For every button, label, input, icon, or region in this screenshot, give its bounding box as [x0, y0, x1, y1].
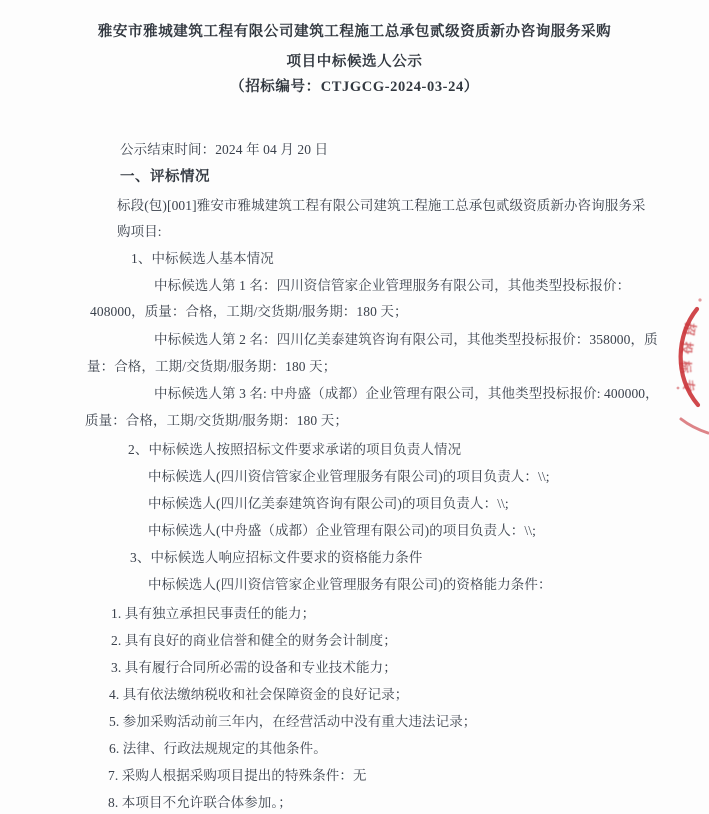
- seal-character: 投: [678, 341, 694, 355]
- title-line-2: 项目中标候选人公示: [286, 54, 423, 70]
- title-line-1: 雅安市雅城建筑工程有限公司建筑工程施工总承包贰级资质新办咨询服务采购: [97, 24, 612, 40]
- project-leader-2: 中标候选人(四川亿美泰建筑咨询有限公司)的项目负责人：\\;: [148, 496, 509, 511]
- qualification-item-2: 2. 具有良好的商业信誉和健全的财务会计制度；: [111, 633, 397, 648]
- section-1-heading: 一、评标情况: [120, 169, 210, 185]
- candidate-3-line-2: 质量：合格，工期/交货期/服务期：180 天；: [85, 413, 348, 428]
- candidate-3-line-1: 中标候选人第 3 名: 中舟盛（成都）企业管理有限公司，其他类型投标报价: 400000，: [154, 386, 659, 401]
- seal-character: 招: [681, 321, 698, 337]
- qualification-item-8: 8. 本项目不允许联合体参加。；: [108, 795, 292, 810]
- qualification-item-6: 6. 法律、行政法规规定的其他条件。: [109, 741, 327, 756]
- qualification-intro: 中标候选人(四川资信管家企业管理服务有限公司)的资格能力条件：: [148, 577, 552, 592]
- qualification-item-3: 3. 具有履行合同所必需的设备和专业技术能力；: [111, 660, 397, 675]
- seal-character: 标: [678, 360, 693, 374]
- publicity-end-time: 公示结束时间：2024 年 04 月 20 日: [120, 142, 329, 157]
- title-line-3-tender-number: （招标编号：CTJGCG-2024-03-24）: [230, 79, 479, 95]
- subsection-2-heading: 2、中标候选人按照招标文件要求承诺的项目负责人情况: [128, 442, 462, 457]
- qualification-item-7: 7. 采购人根据采购项目提出的特殊条件：无: [108, 768, 367, 783]
- candidate-2-line-1: 中标候选人第 2 名：四川亿美泰建筑咨询有限公司，其他类型投标报价：358000，质: [154, 332, 658, 347]
- candidate-2-line-2: 量：合格，工期/交货期/服务期：180 天；: [87, 359, 337, 374]
- subsection-3-heading: 3、中标候选人响应招标文件要求的资格能力条件: [130, 550, 423, 565]
- subsection-1-heading: 1、中标候选人基本情况: [131, 251, 274, 266]
- lot-description-line-2: 购项目:: [117, 224, 162, 239]
- candidate-1-line-1: 中标候选人第 1 名：四川资信管家企业管理服务有限公司，其他类型投标报价：: [154, 278, 631, 293]
- seal-character: 专: [680, 379, 696, 394]
- qualification-item-5: 5. 参加采购活动前三年内，在经营活动中没有重大违法记录；: [109, 714, 477, 729]
- project-leader-1: 中标候选人(四川资信管家企业管理服务有限公司)的项目负责人：\\;: [148, 469, 550, 484]
- project-leader-3: 中标候选人(中舟盛（成都）企业管理有限公司)的项目负责人：\\;: [148, 523, 536, 538]
- qualification-item-4: 4. 具有依法缴纳税收和社会保障资金的良好记录；: [109, 687, 409, 702]
- lot-description-line-1: 标段(包)[001]雅安市雅城建筑工程有限公司建筑工程施工总承包贰级资质新办咨询服务采: [117, 198, 646, 213]
- qualification-item-1: 1. 具有独立承担民事责任的能力；: [111, 606, 316, 621]
- candidate-1-line-2: 408000，质量：合格，工期/交货期/服务期：180 天；: [90, 304, 408, 319]
